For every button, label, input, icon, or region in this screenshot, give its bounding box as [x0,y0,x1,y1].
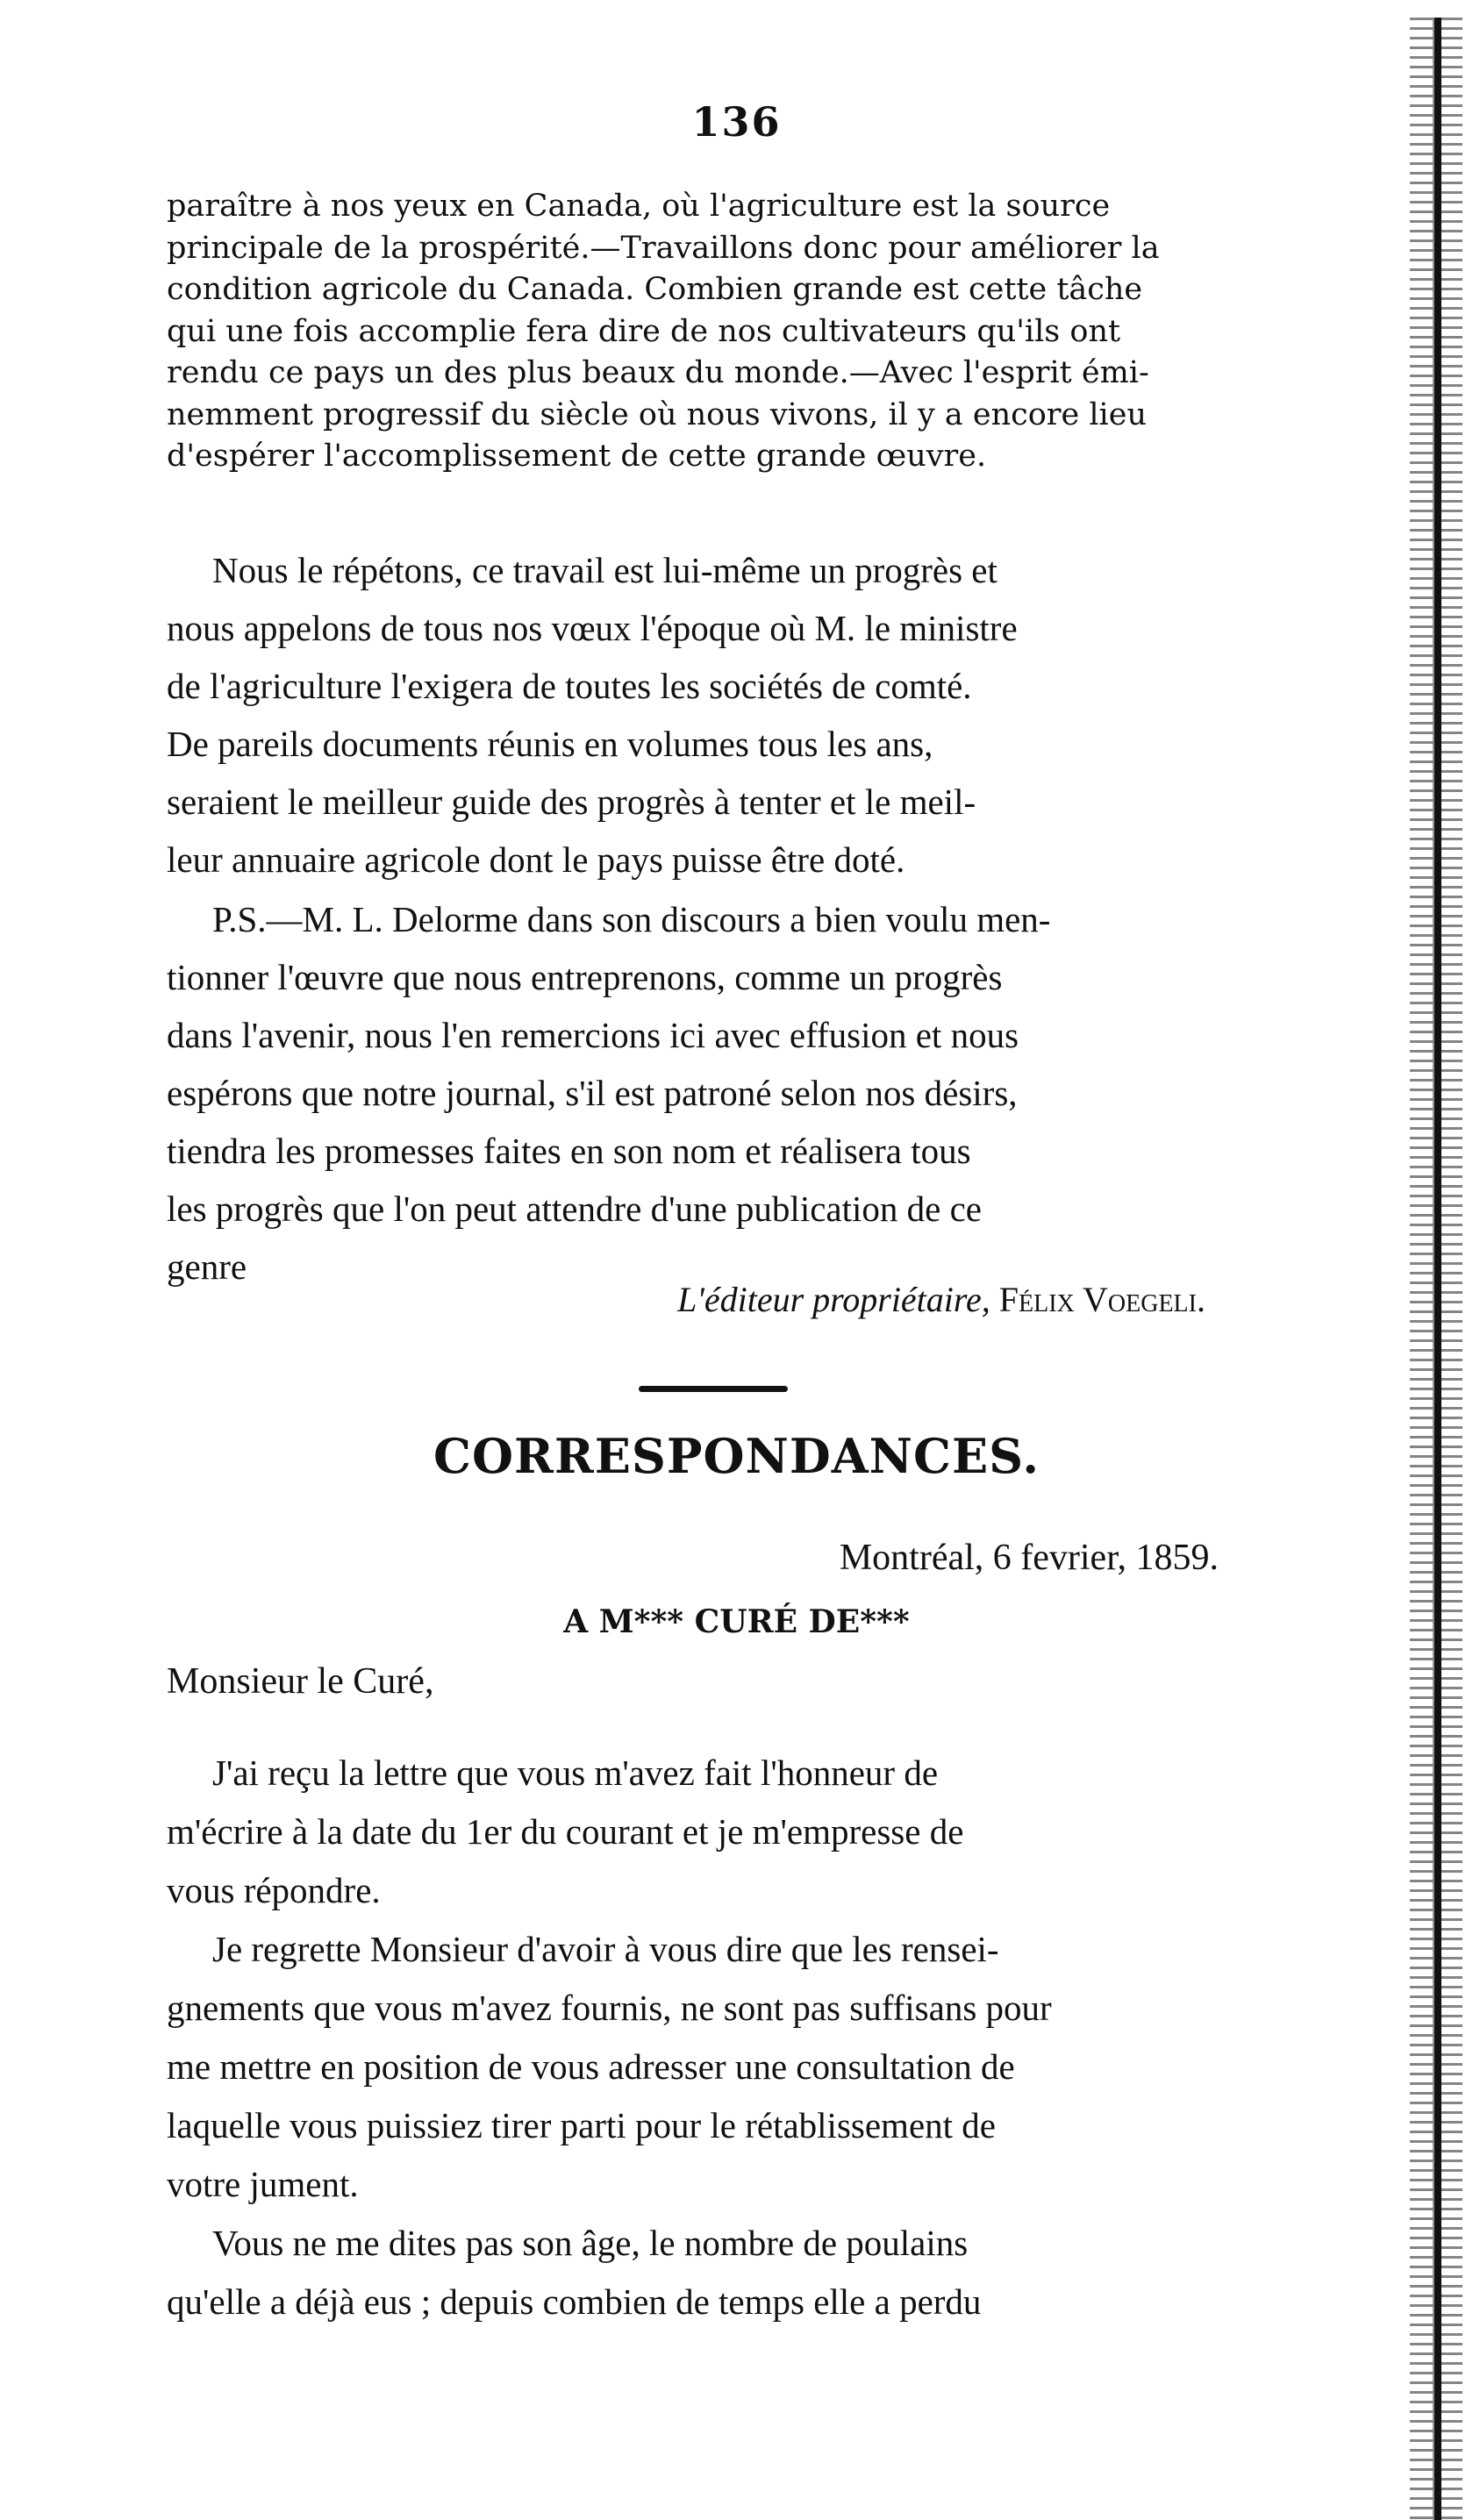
text-line: tiendra les promesses faites en son nom et réalisera tous [167,1131,971,1171]
text-line: d'espérer l'accomplissement de cette grande œuvre. [167,439,987,474]
text-line: condition agricole du Canada. Combien grande est cette tâche [167,272,1143,307]
text-line: tionner l'œuvre que nous entreprenons, comme un progrès [167,957,1003,997]
text-line: les progrès que l'on peut attendre d'une publication de ce [167,1189,982,1229]
text-line: m'écrire à la date du 1er du courant et je m'empresse de [167,1811,964,1852]
text-line: me mettre en position de vous adresser une consultation de [167,2046,1015,2087]
text-line: rendu ce pays un des plus beaux du monde.—Avec l'esprit émi- [167,355,1149,390]
signature [677,1279,1205,1320]
text-line: seraient le meilleur guide des progrès à tenter et le meil- [167,782,976,822]
text-line: leur annuaire agricole dont le pays puisse être doté. [167,839,905,880]
page-number: 136 [691,98,782,146]
paragraph-2 [167,541,1255,889]
letter-body [167,1744,1255,2331]
text-line: genre [167,1246,247,1287]
text-line: De pareils documents réunis en volumes tous les ans, [167,724,933,764]
text-line: laquelle vous puissiez tirer parti pour le rétablissement de [167,2105,996,2145]
text-line: de l'agriculture l'exigera de toutes les sociétés de comté. [167,666,972,706]
text-line: Vous ne me dites pas son âge, le nombre de poulains [212,2223,969,2263]
page-edge-line [1434,18,1441,2520]
paragraph-ps [167,890,1255,1296]
text-line: gnements que vous m'avez fournis, ne sont pas suffisans pour [167,1988,1052,2028]
text-line: Nous le répétons, ce travail est lui-même un progrès et [212,550,997,590]
signature-role: L'éditeur propriétaire, [677,1280,990,1319]
section-divider [639,1386,788,1392]
signature-name: Félix Voegeli. [998,1280,1205,1319]
letter-dateline: Montréal, 6 fevrier, 1859. [839,1538,1219,1578]
text-line: J'ai reçu la lettre que vous m'avez fait l'honneur de [212,1753,939,1793]
text-line: nous appelons de tous nos vœux l'époque où M. le ministre [167,608,1018,648]
text-line: Je regrette Monsieur d'avoir à vous dire que les rensei- [212,1929,999,1969]
letter-salutation: Monsieur le Curé, [167,1661,434,1702]
text-line: dans l'avenir, nous l'en remercions ici avec effusion et nous [167,1015,1019,1055]
letter-addressee: A M*** CURÉ DE*** [563,1603,910,1640]
text-line: votre jument. [167,2164,359,2204]
section-heading: CORRESPONDANCES. [433,1428,1040,1484]
text-line: nemment progressif du siècle où nous vivons, il y a encore lieu [167,396,1147,432]
text-line: principale de la prospérité.—Travaillons donc pour améliorer la [167,230,1160,266]
text-line: qu'elle a déjà eus ; depuis combien de temps elle a perdu [167,2281,982,2322]
text-line: espérons que notre journal, s'il est patroné selon nos désirs, [167,1073,1018,1113]
text-line: paraître à nos yeux en Canada, où l'agriculture est la source [167,189,1111,224]
text-line: vous répondre. [167,1870,381,1910]
text-line: qui une fois accomplie fera dire de nos cultivateurs qu'ils ont [167,313,1121,349]
text-line: P.S.—M. L. Delorme dans son discours a bien voulu men- [212,899,1051,939]
paragraph-1 [167,186,1255,478]
